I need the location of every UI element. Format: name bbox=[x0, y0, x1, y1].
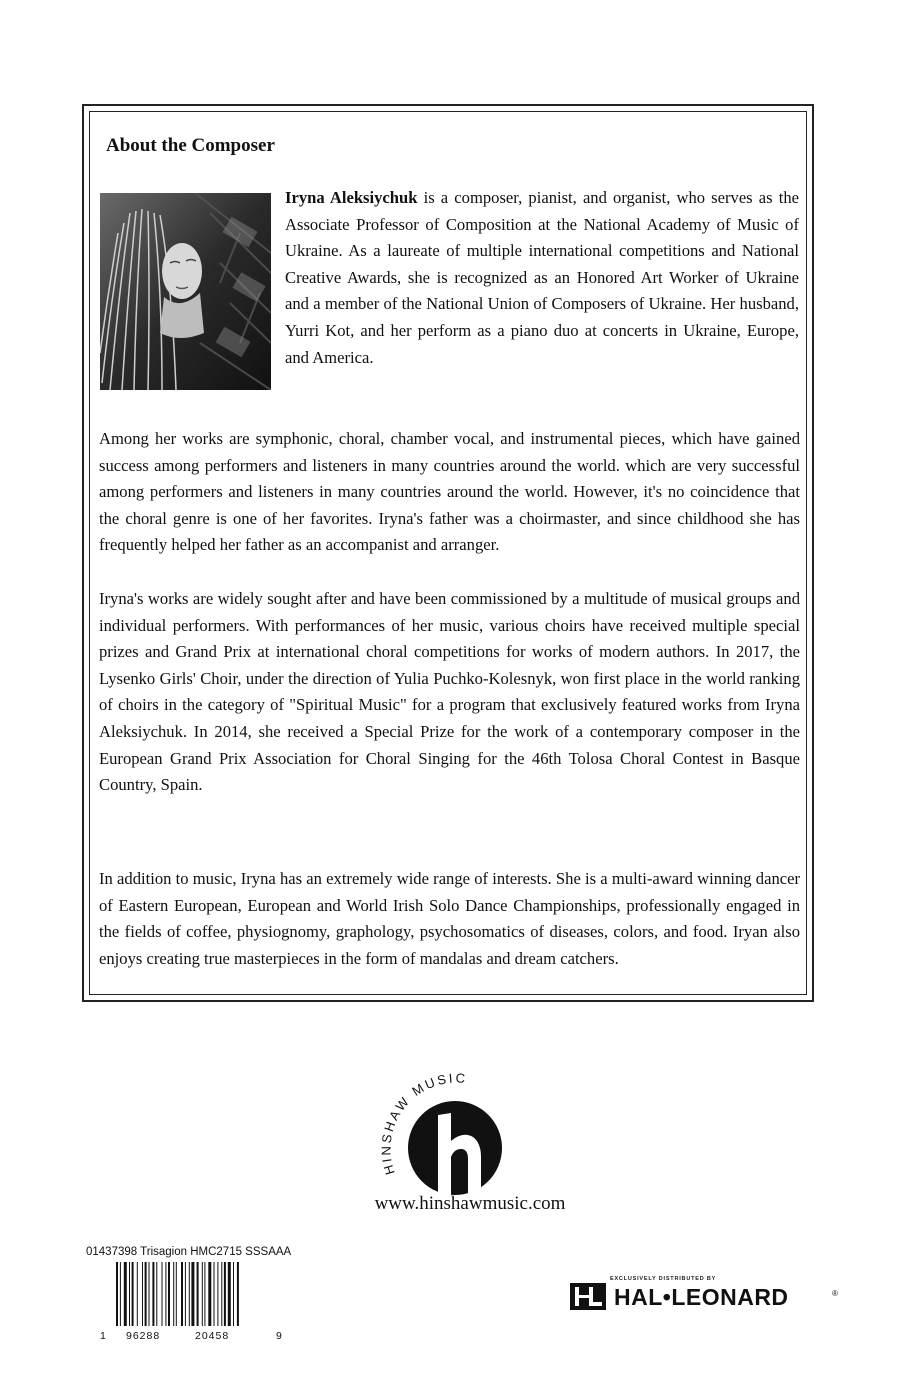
barcode-icon bbox=[114, 1262, 278, 1326]
distributor-tagline: EXCLUSIVELY DISTRIBUTED BY bbox=[610, 1276, 717, 1282]
catalog-label: 01437398 Trisagion HMC2715 SSSAAA bbox=[86, 1246, 292, 1258]
website-link[interactable]: www.hinshawmusic.com bbox=[374, 1193, 566, 1214]
bio-paragraph-works: Among her works are symphonic, choral, chamber vocal, and instrumental pieces, which have gained success among performers and listeners in many countries around the world. which are very successful among performers and listeners in many countries around the world. However, it's no coincidence that the choral genre is one of her favorites. Iryna's father was a choirmaster, and since childhood she has frequently helped her father as an accompanist and arranger. bbox=[99, 429, 800, 555]
composer-photo bbox=[100, 193, 271, 390]
barcode-digit-prefix: 1 bbox=[100, 1330, 106, 1342]
composer-name: Iryna Aleksiychuk bbox=[285, 188, 418, 207]
hinshaw-logo-text: HINSHAW MUSIC bbox=[378, 1070, 468, 1177]
barcode-digit-group-left: 96288 bbox=[126, 1330, 161, 1342]
bio-paragraph-commissions: Iryna's works are widely sought after and have been commissioned by a multitude of musical groups and individual performers. With performances of her music, various choirs have received multiple special prizes and Grand Prix at international choral competitions for works of modern authors. In 2017, the Lysenko Girls' Choir, under the direction of Yulia Puchko-Kolesnyk, won first place in the world ranking of choirs in the category of "Spiritual Music" for a program that exclusively featured works from Iryna Aleksiychuk. In 2014, she received a Special Prize for the work of a contemporary composer in the European Grand Prix Association for Choral Singing for the 46th Tolosa Choral Contest in Basque Country, Spain. bbox=[99, 589, 800, 795]
section-heading: About the Composer bbox=[106, 135, 275, 156]
hinshaw-logo bbox=[375, 1065, 535, 1205]
intro-paragraph bbox=[285, 185, 799, 371]
registered-mark: ® bbox=[832, 1289, 838, 1298]
intro-text: is a composer, pianist, and organist, who serves as the Associate Professor of Composition at the National Academy of Music of Ukraine. As a laureate of multiple international competitions and National Creative Awards, she is recognized as an Honored Art Worker of Ukraine and a member of the National Union of Composers of Ukraine. Her husband, Yurri Kot, and her perform as a piano duo at concerts in Ukraine, Europe, and America. bbox=[285, 188, 799, 367]
bio-paragraph-interests: In addition to music, Iryna has an extremely wide range of interests. She is a multi-award winning dancer of Eastern European, European and World Irish Solo Dance Championships, professionally engaged in the fields of coffee, physiognomy, graphology, psychosomatics of diseases, colors, and food. Iryan also enjoys creating true masterpieces in the form of mandalas and dream catchers. bbox=[99, 869, 800, 968]
distributor-name: HAL•LEONARD bbox=[614, 1284, 789, 1310]
hal-leonard-icon bbox=[570, 1283, 606, 1310]
barcode-digit-group-right: 20458 bbox=[195, 1330, 230, 1342]
barcode-digit-check: 9 bbox=[276, 1330, 282, 1342]
